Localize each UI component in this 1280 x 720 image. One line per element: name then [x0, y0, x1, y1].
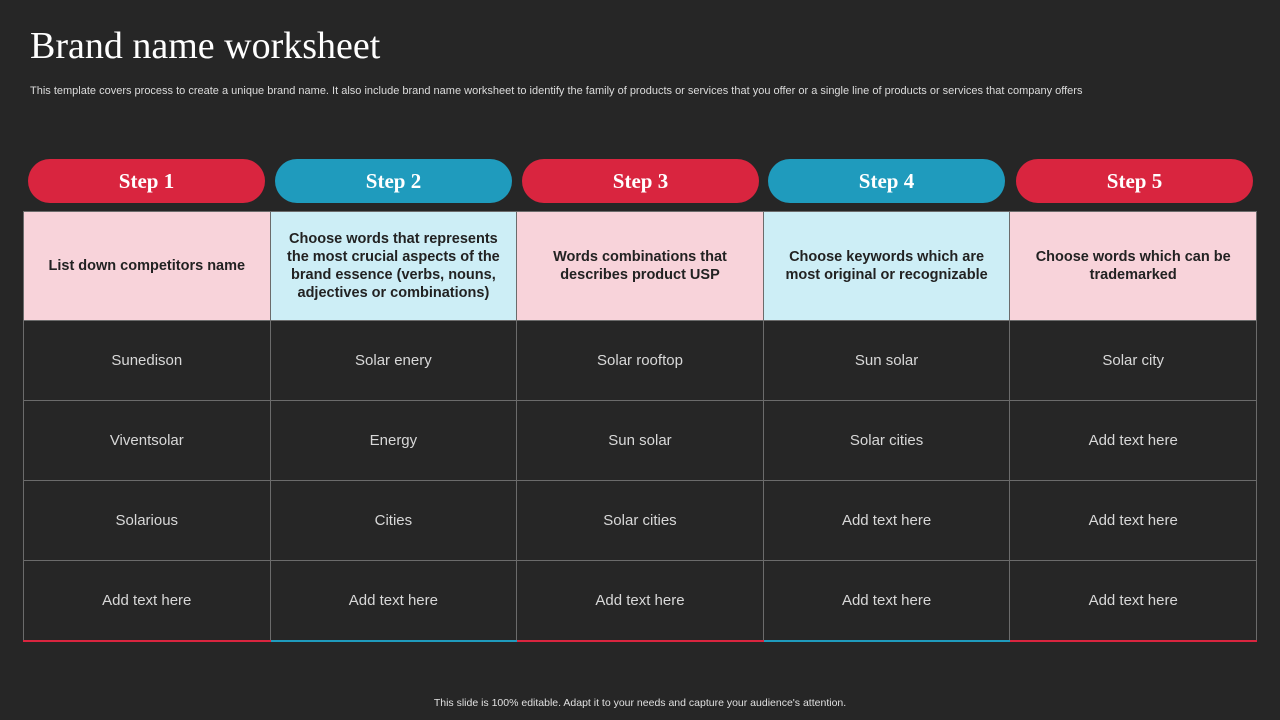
table-cell: Cities	[270, 481, 517, 561]
header-cell-2: Choose words that represents the most crucial aspects of the brand essence (verbs, nouns, adjectives or combinations)	[270, 212, 517, 321]
steps-bar	[28, 159, 1253, 203]
footer-note: This slide is 100% editable. Adapt it to your needs and capture your audience's attention.	[433, 697, 847, 709]
step-2-pill: Step 2	[275, 159, 512, 203]
table-cell: Solar cities	[517, 481, 764, 561]
table-row	[24, 401, 1257, 481]
table-cell: Solarious	[24, 481, 271, 561]
step-1-pill: Step 1	[28, 159, 265, 203]
table-cell: Energy	[270, 401, 517, 481]
step-4-pill: Step 4	[768, 159, 1005, 203]
table-cell: Sun solar	[517, 401, 764, 481]
table-cell: Solar cities	[763, 401, 1010, 481]
step-5-pill: Step 5	[1016, 159, 1253, 203]
step-3-pill: Step 3	[522, 159, 759, 203]
table-cell: Add text here	[763, 561, 1010, 642]
table-cell: Add text here	[763, 481, 1010, 561]
table-cell: Add text here	[1010, 561, 1257, 642]
table-cell: Solar enery	[270, 321, 517, 401]
table-cell: Solar city	[1010, 321, 1257, 401]
table-cell: Add text here	[24, 561, 271, 642]
table-cell: Add text here	[270, 561, 517, 642]
table-cell: Add text here	[1010, 481, 1257, 561]
table-row	[24, 481, 1257, 561]
worksheet-table	[23, 211, 1257, 642]
table-cell: Add text here	[1010, 401, 1257, 481]
table-row	[24, 321, 1257, 401]
header-row	[24, 212, 1257, 321]
table-cell: Solar rooftop	[517, 321, 764, 401]
table-cell: Sunedison	[24, 321, 271, 401]
table-cell: Viventsolar	[24, 401, 271, 481]
header-cell-3: Words combinations that describes product USP	[517, 212, 764, 321]
header-cell-4: Choose keywords which are most original or recognizable	[763, 212, 1010, 321]
page-title: Brand name worksheet	[30, 25, 381, 67]
header-cell-5: Choose words which can be trademarked	[1010, 212, 1257, 321]
header-cell-1: List down competitors name	[24, 212, 271, 321]
page-subtitle: This template covers process to create a unique brand name. It also include brand name worksheet to identify the family of products or services that you offer or a single line of products or services that company offers	[30, 85, 1083, 97]
table-row	[24, 561, 1257, 642]
table-cell: Sun solar	[763, 321, 1010, 401]
table-cell: Add text here	[517, 561, 764, 642]
